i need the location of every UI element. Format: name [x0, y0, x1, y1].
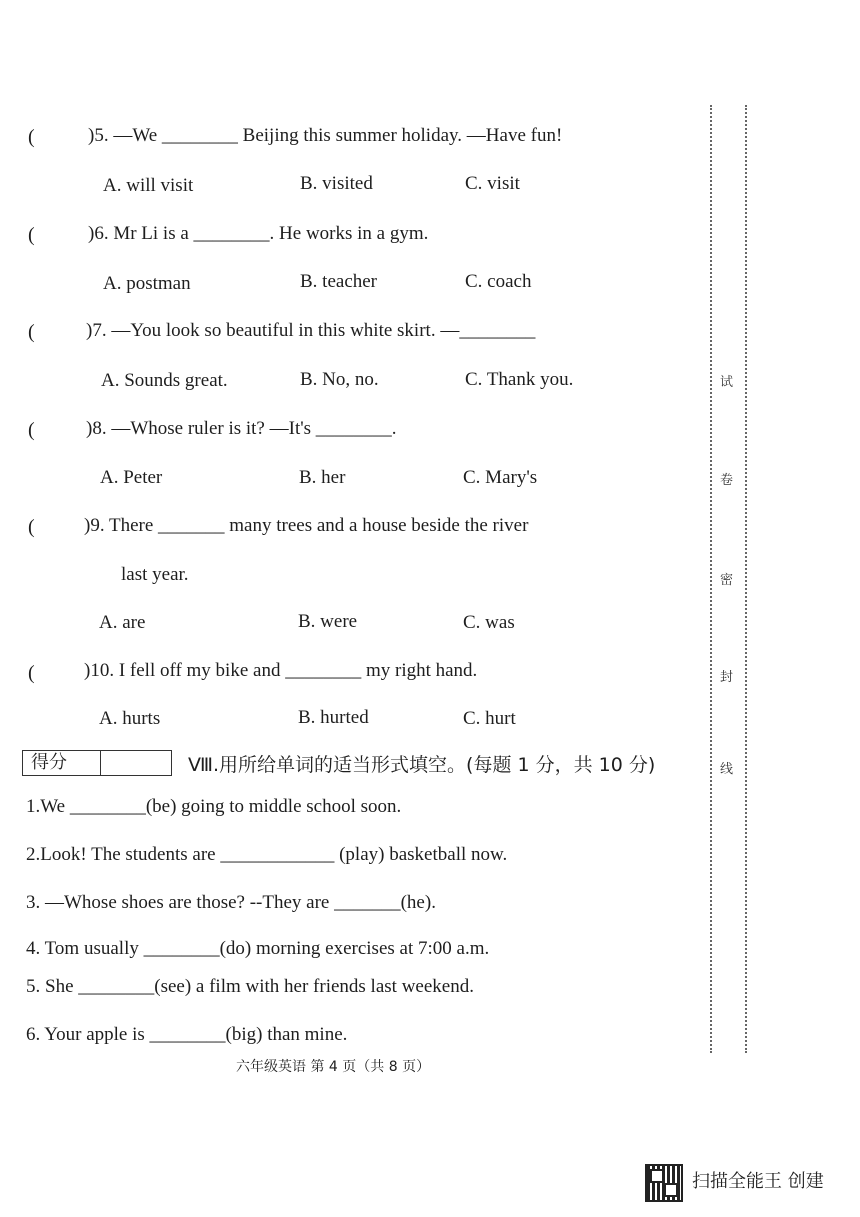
option-b: B. hurted — [298, 707, 369, 728]
option-b: B. her — [299, 467, 346, 488]
option-b: B. were — [298, 611, 358, 632]
option-c: C. Mary's — [463, 467, 538, 488]
fill-item: 1.We ________(be) going to middle school soon. — [26, 796, 402, 817]
answer-paren: ( — [28, 419, 35, 441]
qr-code-icon — [645, 1164, 683, 1202]
seal-char: 封 — [720, 670, 734, 685]
seal-char: 试 — [720, 375, 734, 390]
option-b: B. visited — [300, 173, 373, 194]
option-c: C. coach — [465, 271, 532, 292]
fill-item: 6. Your apple is ________(big) than mine. — [26, 1024, 348, 1045]
question-stem: )7. —You look so beautiful in this white skirt. —________ — [86, 320, 536, 341]
option-a: A. Peter — [100, 467, 163, 488]
option-c: C. Thank you. — [465, 369, 574, 390]
option-b: B. teacher — [300, 271, 378, 292]
page-footer: 六年级英语 第 4 页（共 8 页） — [236, 1059, 431, 1075]
score-box — [22, 750, 172, 776]
scanner-watermark: 扫描全能王 创建 — [692, 1171, 824, 1192]
question-stem: )9. There _______ many trees and a house beside the river — [84, 515, 529, 536]
fill-item: 4. Tom usually ________(do) morning exercises at 7:00 a.m. — [26, 938, 490, 959]
score-label: 得分 — [23, 751, 101, 775]
answer-paren: ( — [28, 662, 35, 684]
option-c: C. visit — [465, 173, 520, 194]
fill-item: 3. —Whose shoes are those? --They are _______(he). — [26, 892, 436, 913]
question-stem: )8. —Whose ruler is it? —It's ________. — [86, 418, 397, 439]
score-blank[interactable] — [101, 751, 171, 775]
option-a: A. will visit — [103, 175, 194, 196]
question-stem-continued: last year. — [121, 564, 189, 585]
section-title: Ⅷ.用所给单词的适当形式填空。(每题 1 分，共 10 分) — [188, 754, 656, 776]
option-a: A. hurts — [99, 708, 161, 729]
seal-char: 卷 — [720, 473, 734, 488]
answer-paren: ( — [28, 516, 35, 538]
option-c: C. hurt — [463, 708, 516, 729]
question-stem: )6. Mr Li is a ________. He works in a gym. — [88, 223, 429, 244]
seal-char: 密 — [720, 573, 734, 588]
option-a: A. postman — [103, 273, 191, 294]
option-a: A. Sounds great. — [101, 370, 228, 391]
seal-char: 线 — [720, 762, 734, 777]
question-stem: )5. —We ________ Beijing this summer holiday. —Have fun! — [88, 125, 563, 146]
fill-item: 2.Look! The students are ____________ (play) basketball now. — [26, 844, 508, 865]
answer-paren: ( — [28, 321, 35, 343]
option-b: B. No, no. — [300, 369, 379, 390]
fill-item: 5. She ________(see) a film with her friends last weekend. — [26, 976, 474, 997]
option-a: A. are — [99, 612, 146, 633]
question-stem: )10. I fell off my bike and ________ my right hand. — [84, 660, 478, 681]
seal-dotted-line-outer — [745, 105, 747, 1053]
seal-dotted-line-inner — [710, 105, 712, 1053]
option-c: C. was — [463, 612, 515, 633]
answer-paren: ( — [28, 126, 35, 148]
answer-paren: ( — [28, 224, 35, 246]
